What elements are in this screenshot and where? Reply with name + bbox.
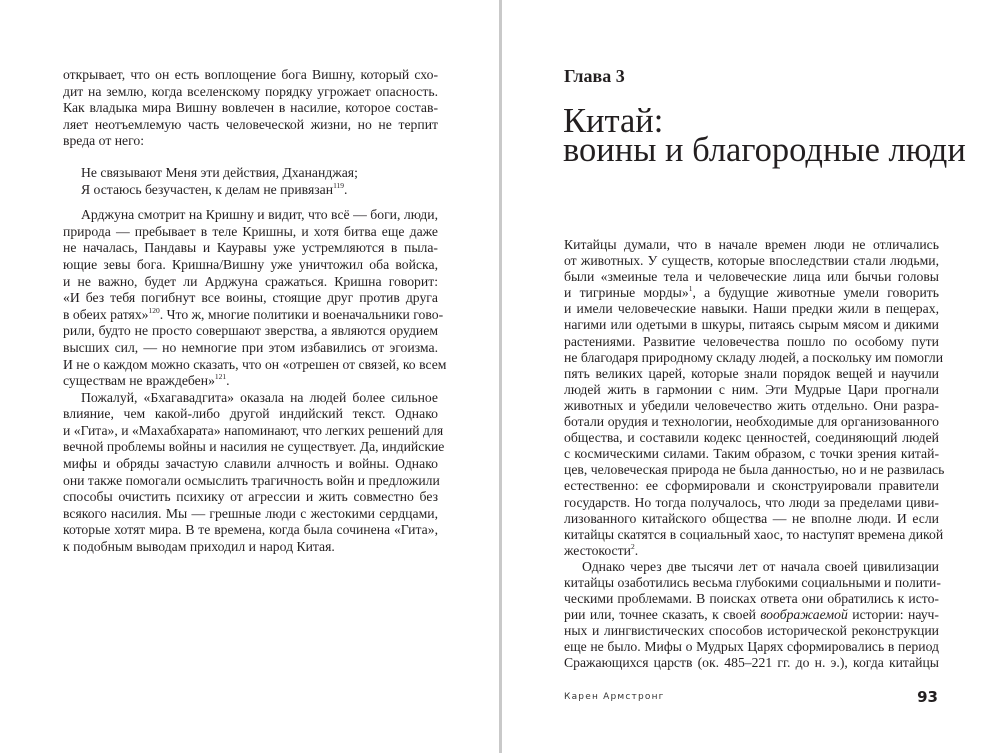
text-line <box>63 224 438 241</box>
text-line <box>63 390 438 407</box>
text-segment: Как владыка мира Вишну вовлечен в насилие, которое состав- <box>63 100 438 116</box>
footnote-ref: 121 <box>214 372 227 382</box>
text-segment: Не связывают Меня эти действия, Дхананджая; <box>81 164 358 180</box>
text-line <box>63 456 438 473</box>
text-segment: ческими проблемами. В поисках ответа они обратились к исто- <box>564 591 939 607</box>
text-segment: и «Гита», и «Махабхарата» напоминают, что легких решений для <box>63 422 444 438</box>
text-segment: людей жить в гармонии с ним. Эти Мудрые Цари прогнали <box>564 381 939 397</box>
text-segment: еще не было. Мифы о Мудрых Царях сформировались в период <box>564 639 939 655</box>
text-segment: и не важно, будет ли Арджуна сражаться. Кришна говорит: <box>63 273 438 289</box>
text-segment: мифы и обряды зачастую славили алчность и войны. Однако <box>63 456 438 472</box>
text-line <box>63 539 438 556</box>
text-line <box>63 340 438 357</box>
text-line <box>63 257 438 274</box>
paragraph <box>564 237 945 559</box>
text-line <box>63 323 438 340</box>
text-segment: Пожалуй, «Бхагавадгита» оказала на людей более сильное <box>81 389 438 405</box>
text-line <box>564 334 939 350</box>
text-line <box>63 133 438 150</box>
text-line <box>564 591 939 607</box>
text-line <box>564 301 939 317</box>
text-segment: Я остаюсь безучастен, к делам не привязан <box>81 181 334 197</box>
text-line <box>564 623 939 639</box>
left-page <box>0 0 499 753</box>
text-segment: естественно: ее сформировали и сконструировали правители <box>564 478 939 494</box>
text-line <box>63 100 438 117</box>
text-segment: истории: науч- <box>847 607 939 623</box>
chapter-title <box>563 102 966 169</box>
text-segment: они также помогали осмыслить трагичность войн и предложили <box>63 472 440 488</box>
running-footer-author: Карен Армстронг <box>564 692 665 702</box>
text-line <box>63 373 438 390</box>
text-segment: рили, будто не просто совершают зверства, а являются орудием <box>63 323 438 339</box>
paragraph <box>63 67 438 150</box>
text-line <box>63 84 438 101</box>
italic-emphasis: воображаемой <box>760 607 848 623</box>
text-segment: лизованного китайского общества — не вполне люди. И если <box>564 510 939 526</box>
text-line <box>564 495 939 511</box>
chapter-label: Глава 3 <box>564 66 625 86</box>
text-line <box>564 639 939 655</box>
text-line <box>564 398 939 414</box>
text-line <box>564 478 939 494</box>
text-segment: и тигриные морды» <box>564 285 689 301</box>
text-line <box>564 655 939 671</box>
text-segment: китайцы озаботились весьма глубокими социальными и полити- <box>564 574 941 590</box>
text-segment: и имели человеческие навыки. Наши предки жили в пещерах, <box>564 301 939 317</box>
text-segment: были «змеиные тела и человеческие лица или бычьи головы <box>564 269 939 285</box>
text-line <box>63 117 438 134</box>
text-line <box>564 543 939 559</box>
text-line <box>564 366 939 382</box>
paragraph <box>63 207 447 390</box>
text-line <box>564 559 939 575</box>
text-segment: нагими или одетыми в шкуры, питаясь сырым мясом и дикими <box>564 317 939 333</box>
text-line <box>564 349 944 366</box>
text-segment: . <box>226 373 230 389</box>
text-segment: общества, и составили кодекс ценностей, соединяющий людей <box>564 430 939 446</box>
text-line <box>81 182 438 199</box>
text-segment: жестокости <box>564 542 631 558</box>
text-line <box>63 422 444 440</box>
text-segment: способы очистить психику от агрессии и жить совместно без <box>63 489 438 505</box>
text-segment: ных и лингвистических способов исторической реконструкции <box>564 623 939 639</box>
text-segment: рии или, точнее сказать, к своей <box>564 607 761 623</box>
text-segment: вреда от него: <box>63 133 145 149</box>
text-line <box>63 67 438 84</box>
text-segment: существам не враждебен» <box>63 373 215 389</box>
left-page-body <box>63 67 447 556</box>
text-segment: Арджуна смотрит на Кришну и видит, что всё — боги, люди, <box>81 207 438 223</box>
verse-quote <box>63 165 438 198</box>
text-segment: природа — пребывает в теле Кришны, и хотя битва еще даже <box>63 223 438 239</box>
text-line <box>63 240 438 257</box>
text-segment: цев, человеческая природа не была данностью, но и не развилась <box>564 462 945 478</box>
text-line <box>63 305 444 324</box>
text-segment: . <box>634 542 639 558</box>
text-segment: растениями. Развитие человечества пошло по особому пути <box>564 333 939 349</box>
text-line <box>63 473 438 490</box>
text-line <box>63 207 438 224</box>
text-line <box>63 356 447 374</box>
text-line <box>63 489 438 506</box>
text-segment: ющие зевы бога. Кришна/Вишну уже уничтожил оба войска, <box>63 256 438 272</box>
footnote-ref: 120 <box>148 305 160 315</box>
text-line <box>564 237 939 253</box>
text-segment: высших сил, — но немногие при этом избавились от эгоизма. <box>63 339 438 355</box>
text-line <box>63 290 438 307</box>
text-segment: не благодаря природному складу людей, а поскольку им помогли <box>564 349 944 365</box>
text-segment: государств. Но тогда получалось, что люди за пределами циви- <box>564 494 939 510</box>
text-segment: . <box>344 181 348 197</box>
text-segment: , а будущие животные умели говорить <box>692 285 940 301</box>
text-segment: в обеих ратях» <box>63 306 149 322</box>
footnote-ref: 119 <box>333 180 345 190</box>
text-line <box>564 269 939 285</box>
text-segment: пять великих царей, которые знали порядок вещей и научили <box>564 365 939 381</box>
text-segment: . Что ж, многие политики и военачальники гово- <box>159 306 444 322</box>
text-segment: «И без тебя погибнут все воины, стоящие друг против друга <box>63 290 438 306</box>
text-line <box>564 526 944 543</box>
right-page <box>502 0 1000 753</box>
text-line <box>63 506 438 523</box>
text-line <box>564 511 939 527</box>
text-segment: дит на землю, когда вселенскому порядку угрожает опасность. <box>63 83 438 99</box>
chapter-title-line: воины и благородные люди <box>563 131 966 169</box>
text-segment: вечной проблемы войны и насилия не существует. Да, индийские <box>63 439 445 455</box>
text-segment: Китайцы думали, что в начале времен люди не отличались <box>564 237 939 252</box>
text-line <box>564 575 939 591</box>
text-segment: ляет неотъемлемую часть человеческой жизни, но не терпит <box>63 116 438 132</box>
paragraph <box>63 389 445 556</box>
footnote-ref: 1 <box>688 284 693 294</box>
paragraph <box>564 559 939 672</box>
text-line <box>564 414 939 430</box>
text-segment: Сражающихся царств (ок. 485–221 гг. до н. э.), когда китайцы <box>564 655 939 671</box>
text-line <box>63 406 438 423</box>
text-line <box>564 607 939 623</box>
page-number: 93 <box>917 688 938 706</box>
text-segment: которые хотят мира. В те времена, когда была сочинена «Гита», <box>63 522 438 538</box>
text-line <box>564 382 939 398</box>
text-line <box>564 317 939 333</box>
text-line <box>63 274 438 291</box>
text-segment: животных и убедили человечество жить отдельно. Они разра- <box>564 397 939 413</box>
text-segment: Однако через две тысячи лет от начала своей цивилизации <box>582 558 939 574</box>
text-line <box>564 462 945 478</box>
text-segment: не началась, Пандавы и Кауравы уже устремляются в пыла- <box>63 240 438 256</box>
text-segment: с космическими силами. Таким образом, с точки зрения китай- <box>564 446 939 462</box>
text-segment: И не о каждом можно сказать, что он «отрешен от связей, ко всем <box>63 356 447 372</box>
right-page-body <box>564 237 945 672</box>
chapter-title-line: Китай: <box>563 102 664 140</box>
text-line <box>564 446 939 462</box>
text-line <box>564 430 939 446</box>
text-segment: ботали орудия и технологии, необходимые для организованного <box>564 414 939 430</box>
text-line <box>81 165 438 182</box>
text-segment: к подобным выводам приходил и народ Китая. <box>63 539 335 555</box>
text-segment: влияние, чем какой-либо другой индийский текст. Однако <box>63 406 438 422</box>
text-segment: всякого насилия. Мы — грешные люди с жестокими сердцами, <box>63 505 438 521</box>
text-line <box>63 522 438 539</box>
footnote-ref: 2 <box>630 541 635 551</box>
text-segment: китайцы скатятся в социальный хаос, то наступят времена дикой <box>564 526 944 542</box>
text-line <box>564 285 939 301</box>
text-segment: от животных. У существ, которые впоследствии стали людьми, <box>564 253 939 269</box>
text-line <box>63 439 445 456</box>
text-segment: открывает, что он есть воплощение бога Вишну, который схо- <box>63 67 438 82</box>
text-line <box>564 253 939 269</box>
